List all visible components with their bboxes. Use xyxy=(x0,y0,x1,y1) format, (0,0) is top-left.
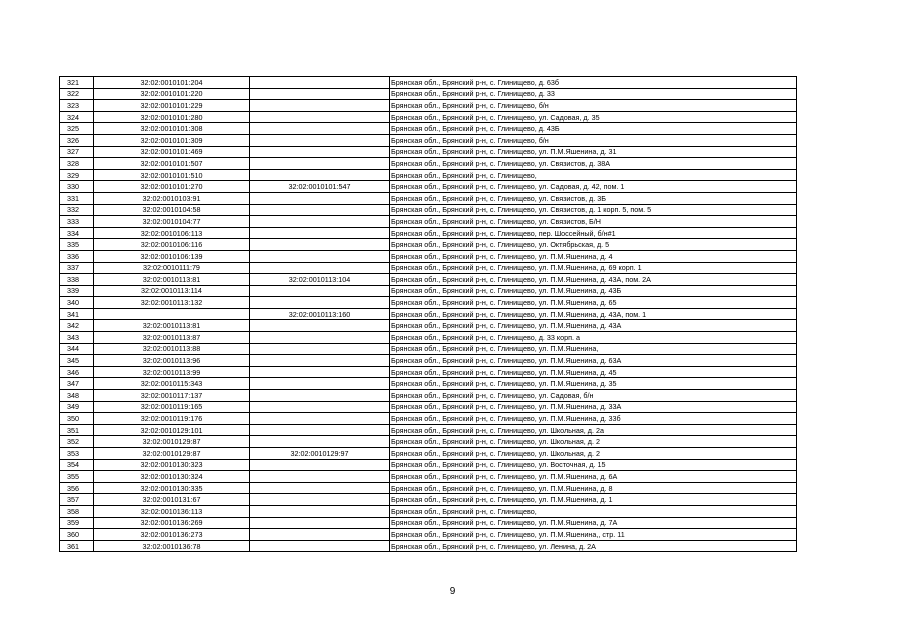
secondary-cadastral-number-cell xyxy=(250,285,390,297)
cadastral-number-cell: 32:02:0010113:114 xyxy=(94,285,250,297)
cadastral-number-cell: 32:02:0010103:91 xyxy=(94,192,250,204)
table-row xyxy=(60,239,797,251)
address-cell: Брянская обл., Брянский р-н, с. Глинищево, д. 43Б xyxy=(390,123,797,135)
row-number-cell: 360 xyxy=(60,529,94,541)
cadastral-number-cell: 32:02:0010101:229 xyxy=(94,100,250,112)
secondary-cadastral-number-cell xyxy=(250,355,390,367)
row-number-cell: 340 xyxy=(60,297,94,309)
address-cell: Брянская обл., Брянский р-н, с. Глинищево, ул. П.М.Яшенина, д. 43Б xyxy=(390,285,797,297)
cadastral-number-cell: 32:02:0010101:510 xyxy=(94,169,250,181)
secondary-cadastral-number-cell xyxy=(250,529,390,541)
row-number-cell: 324 xyxy=(60,111,94,123)
secondary-cadastral-number-cell xyxy=(250,111,390,123)
table-row xyxy=(60,332,797,344)
table-row xyxy=(60,529,797,541)
table-row xyxy=(60,448,797,460)
cadastral-number-cell: 32:02:0010106:116 xyxy=(94,239,250,251)
address-cell: Брянская обл., Брянский р-н, с. Глинищево, ул. Школьная, д. 2 xyxy=(390,436,797,448)
table-row xyxy=(60,77,797,89)
row-number-cell: 358 xyxy=(60,505,94,517)
address-cell: Брянская обл., Брянский р-н, с. Глинищево, xyxy=(390,169,797,181)
table-row xyxy=(60,494,797,506)
table-row xyxy=(60,366,797,378)
cadastral-number-cell: 32:02:0010106:113 xyxy=(94,227,250,239)
table-row xyxy=(60,216,797,228)
row-number-cell: 346 xyxy=(60,366,94,378)
table-row xyxy=(60,540,797,552)
row-number-cell: 349 xyxy=(60,401,94,413)
table-row xyxy=(60,355,797,367)
row-number-cell: 357 xyxy=(60,494,94,506)
address-cell: Брянская обл., Брянский р-н, с. Глинищево, ул. П.М.Яшенина, д. 35 xyxy=(390,378,797,390)
row-number-cell: 334 xyxy=(60,227,94,239)
cadastral-number-cell: 32:02:0010115:343 xyxy=(94,378,250,390)
table-row xyxy=(60,274,797,286)
secondary-cadastral-number-cell xyxy=(250,459,390,471)
address-cell: Брянская обл., Брянский р-н, с. Глинищево, ул. Связистов, Б/Н xyxy=(390,216,797,228)
row-number-cell: 354 xyxy=(60,459,94,471)
secondary-cadastral-number-cell xyxy=(250,390,390,402)
address-cell: Брянская обл., Брянский р-н, с. Глинищево, ул. Школьная, д. 2 xyxy=(390,448,797,460)
row-number-cell: 355 xyxy=(60,471,94,483)
table-row xyxy=(60,297,797,309)
cadastral-number-cell: 32:02:0010119:165 xyxy=(94,401,250,413)
table-row xyxy=(60,459,797,471)
cadastral-number-cell: 32:02:0010113:96 xyxy=(94,355,250,367)
table-row xyxy=(60,123,797,135)
row-number-cell: 350 xyxy=(60,413,94,425)
secondary-cadastral-number-cell xyxy=(250,123,390,135)
address-cell: Брянская обл., Брянский р-н, с. Глинищево, ул. П.М.Яшенина, д. 45 xyxy=(390,366,797,378)
cadastral-number-cell: 32:02:0010130:323 xyxy=(94,459,250,471)
registry-table xyxy=(59,76,797,552)
secondary-cadastral-number-cell xyxy=(250,204,390,216)
cadastral-number-cell: 32:02:0010101:270 xyxy=(94,181,250,193)
row-number-cell: 361 xyxy=(60,540,94,552)
cadastral-number-cell: 32:02:0010129:101 xyxy=(94,424,250,436)
table-row xyxy=(60,308,797,320)
address-cell: Брянская обл., Брянский р-н, с. Глинищево, ул. П.М.Яшенина, д. 43А, пом. 1 xyxy=(390,308,797,320)
address-cell: Брянская обл., Брянский р-н, с. Глинищево, ул. Садовая, д. 35 xyxy=(390,111,797,123)
cadastral-number-cell: 32:02:0010106:139 xyxy=(94,250,250,262)
cadastral-number-cell: 32:02:0010130:324 xyxy=(94,471,250,483)
cadastral-number-cell: 32:02:0010117:137 xyxy=(94,390,250,402)
cadastral-number-cell: 32:02:0010136:269 xyxy=(94,517,250,529)
address-cell: Брянская обл., Брянский р-н, с. Глинищево, xyxy=(390,505,797,517)
cadastral-number-cell: 32:02:0010129:87 xyxy=(94,448,250,460)
address-cell: Брянская обл., Брянский р-н, с. Глинищево, ул. П.М.Яшенина, xyxy=(390,343,797,355)
row-number-cell: 347 xyxy=(60,378,94,390)
row-number-cell: 345 xyxy=(60,355,94,367)
secondary-cadastral-number-cell: 32:02:0010113:160 xyxy=(250,308,390,320)
address-cell: Брянская обл., Брянский р-н, с. Глинищево, ул. Связистов, д. 3Б xyxy=(390,192,797,204)
address-cell: Брянская обл., Брянский р-н, с. Глинищево, ул. Ленина, д. 2А xyxy=(390,540,797,552)
address-cell: Брянская обл., Брянский р-н, с. Глинищево, пер. Шоссейный, б/н#1 xyxy=(390,227,797,239)
secondary-cadastral-number-cell xyxy=(250,424,390,436)
row-number-cell: 323 xyxy=(60,100,94,112)
secondary-cadastral-number-cell xyxy=(250,320,390,332)
address-cell: Брянская обл., Брянский р-н, с. Глинищево, ул. П.М.Яшенина, д. 31 xyxy=(390,146,797,158)
cadastral-number-cell: 32:02:0010136:273 xyxy=(94,529,250,541)
cadastral-number-cell: 32:02:0010104:58 xyxy=(94,204,250,216)
address-cell: Брянская обл., Брянский р-н, с. Глинищево, ул. П.М.Яшенина, д. 8 xyxy=(390,482,797,494)
address-cell: Брянская обл., Брянский р-н, с. Глинищево, ул. П.М.Яшенина, д. 65 xyxy=(390,297,797,309)
secondary-cadastral-number-cell xyxy=(250,262,390,274)
cadastral-number-cell: 32:02:0010104:77 xyxy=(94,216,250,228)
secondary-cadastral-number-cell xyxy=(250,100,390,112)
row-number-cell: 353 xyxy=(60,448,94,460)
table-row xyxy=(60,401,797,413)
table-row xyxy=(60,192,797,204)
address-cell: Брянская обл., Брянский р-н, с. Глинищево, ул. П.М.Яшенина, д. 1 xyxy=(390,494,797,506)
row-number-cell: 338 xyxy=(60,274,94,286)
table-row xyxy=(60,134,797,146)
row-number-cell: 330 xyxy=(60,181,94,193)
secondary-cadastral-number-cell: 32:02:0010113:104 xyxy=(250,274,390,286)
secondary-cadastral-number-cell xyxy=(250,494,390,506)
address-cell: Брянская обл., Брянский р-н, с. Глинищево, ул. Восточная, д. 15 xyxy=(390,459,797,471)
address-cell: Брянская обл., Брянский р-н, с. Глинищево, д. 33 корп. а xyxy=(390,332,797,344)
address-cell: Брянская обл., Брянский р-н, с. Глинищево, ул. П.М.Яшенина, д. 63А xyxy=(390,355,797,367)
address-cell: Брянская обл., Брянский р-н, с. Глинищево, ул. Садовая, д. 42, пом. 1 xyxy=(390,181,797,193)
table-row xyxy=(60,158,797,170)
address-cell: Брянская обл., Брянский р-н, с. Глинищево, ул. П.М.Яшенина, д. 69 корп. 1 xyxy=(390,262,797,274)
secondary-cadastral-number-cell xyxy=(250,413,390,425)
address-cell: Брянская обл., Брянский р-н, с. Глинищево, ул. П.М.Яшенина, д. 6А xyxy=(390,471,797,483)
row-number-cell: 348 xyxy=(60,390,94,402)
row-number-cell: 339 xyxy=(60,285,94,297)
address-cell: Брянская обл., Брянский р-н, с. Глинищево, ул. П.М.Яшенина, д. 43А, пом. 2А xyxy=(390,274,797,286)
row-number-cell: 333 xyxy=(60,216,94,228)
secondary-cadastral-number-cell xyxy=(250,482,390,494)
cadastral-number-cell: 32:02:0010131:67 xyxy=(94,494,250,506)
address-cell: Брянская обл., Брянский р-н, с. Глинищево, ул. П.М.Яшенина,, стр. 11 xyxy=(390,529,797,541)
table-row xyxy=(60,88,797,100)
cadastral-number-cell: 32:02:0010113:81 xyxy=(94,320,250,332)
table-row xyxy=(60,204,797,216)
cadastral-number-cell: 32:02:0010101:308 xyxy=(94,123,250,135)
row-number-cell: 356 xyxy=(60,482,94,494)
cadastral-number-cell xyxy=(94,308,250,320)
secondary-cadastral-number-cell xyxy=(250,505,390,517)
secondary-cadastral-number-cell xyxy=(250,227,390,239)
table-row xyxy=(60,390,797,402)
secondary-cadastral-number-cell xyxy=(250,134,390,146)
table-row xyxy=(60,250,797,262)
secondary-cadastral-number-cell xyxy=(250,517,390,529)
cadastral-number-cell: 32:02:0010113:132 xyxy=(94,297,250,309)
table-row xyxy=(60,111,797,123)
address-cell: Брянская обл., Брянский р-н, с. Глинищево, ул. П.М.Яшенина, д. 7А xyxy=(390,517,797,529)
cadastral-number-cell: 32:02:0010101:204 xyxy=(94,77,250,89)
table-row xyxy=(60,424,797,436)
row-number-cell: 322 xyxy=(60,88,94,100)
row-number-cell: 337 xyxy=(60,262,94,274)
address-cell: Брянская обл., Брянский р-н, с. Глинищево, д. 33 xyxy=(390,88,797,100)
secondary-cadastral-number-cell xyxy=(250,436,390,448)
row-number-cell: 343 xyxy=(60,332,94,344)
secondary-cadastral-number-cell xyxy=(250,146,390,158)
table-row xyxy=(60,181,797,193)
cadastral-number-cell: 32:02:0010130:335 xyxy=(94,482,250,494)
table-row xyxy=(60,262,797,274)
address-cell: Брянская обл., Брянский р-н, с. Глинищево, б/н xyxy=(390,100,797,112)
table-row xyxy=(60,378,797,390)
secondary-cadastral-number-cell xyxy=(250,471,390,483)
secondary-cadastral-number-cell xyxy=(250,250,390,262)
cadastral-number-cell: 32:02:0010113:88 xyxy=(94,343,250,355)
table-row xyxy=(60,146,797,158)
table-row xyxy=(60,227,797,239)
cadastral-number-cell: 32:02:0010113:87 xyxy=(94,332,250,344)
cadastral-number-cell: 32:02:0010113:99 xyxy=(94,366,250,378)
row-number-cell: 342 xyxy=(60,320,94,332)
row-number-cell: 326 xyxy=(60,134,94,146)
address-cell: Брянская обл., Брянский р-н, с. Глинищево, ул. Связистов, д. 38А xyxy=(390,158,797,170)
table-row xyxy=(60,169,797,181)
row-number-cell: 328 xyxy=(60,158,94,170)
cadastral-number-cell: 32:02:0010111:79 xyxy=(94,262,250,274)
secondary-cadastral-number-cell xyxy=(250,158,390,170)
address-cell: Брянская обл., Брянский р-н, с. Глинищево, ул. Садовая, б/н xyxy=(390,390,797,402)
page-number: 9 xyxy=(449,586,456,597)
cadastral-number-cell: 32:02:0010136:78 xyxy=(94,540,250,552)
address-cell: Брянская обл., Брянский р-н, с. Глинищево, ул. П.М.Яшенина, д. 33А xyxy=(390,401,797,413)
cadastral-number-cell: 32:02:0010113:81 xyxy=(94,274,250,286)
cadastral-number-cell: 32:02:0010101:507 xyxy=(94,158,250,170)
secondary-cadastral-number-cell xyxy=(250,540,390,552)
table-row xyxy=(60,100,797,112)
row-number-cell: 325 xyxy=(60,123,94,135)
row-number-cell: 341 xyxy=(60,308,94,320)
row-number-cell: 329 xyxy=(60,169,94,181)
address-cell: Брянская обл., Брянский р-н, с. Глинищево, б/н xyxy=(390,134,797,146)
cadastral-number-cell: 32:02:0010101:309 xyxy=(94,134,250,146)
row-number-cell: 351 xyxy=(60,424,94,436)
secondary-cadastral-number-cell xyxy=(250,366,390,378)
secondary-cadastral-number-cell xyxy=(250,192,390,204)
table-row xyxy=(60,482,797,494)
row-number-cell: 335 xyxy=(60,239,94,251)
row-number-cell: 336 xyxy=(60,250,94,262)
address-cell: Брянская обл., Брянский р-н, с. Глинищево, ул. Октябрьская, д. 5 xyxy=(390,239,797,251)
secondary-cadastral-number-cell xyxy=(250,297,390,309)
secondary-cadastral-number-cell xyxy=(250,332,390,344)
secondary-cadastral-number-cell: 32:02:0010129:97 xyxy=(250,448,390,460)
table-row xyxy=(60,343,797,355)
table-row xyxy=(60,320,797,332)
row-number-cell: 359 xyxy=(60,517,94,529)
row-number-cell: 344 xyxy=(60,343,94,355)
cadastral-number-cell: 32:02:0010136:113 xyxy=(94,505,250,517)
address-cell: Брянская обл., Брянский р-н, с. Глинищево, ул. П.М.Яшенина, д. 43А xyxy=(390,320,797,332)
cadastral-number-cell: 32:02:0010101:280 xyxy=(94,111,250,123)
address-cell: Брянская обл., Брянский р-н, с. Глинищево, д. 63б xyxy=(390,77,797,89)
secondary-cadastral-number-cell xyxy=(250,239,390,251)
registry-table-body xyxy=(60,77,797,552)
cadastral-number-cell: 32:02:0010101:469 xyxy=(94,146,250,158)
table-row xyxy=(60,517,797,529)
table-row xyxy=(60,505,797,517)
table-row xyxy=(60,413,797,425)
row-number-cell: 321 xyxy=(60,77,94,89)
cadastral-number-cell: 32:02:0010129:87 xyxy=(94,436,250,448)
row-number-cell: 352 xyxy=(60,436,94,448)
row-number-cell: 332 xyxy=(60,204,94,216)
table-row xyxy=(60,436,797,448)
row-number-cell: 331 xyxy=(60,192,94,204)
address-cell: Брянская обл., Брянский р-н, с. Глинищево, ул. Связистов, д. 1 корп. 5, пом. 5 xyxy=(390,204,797,216)
cadastral-number-cell: 32:02:0010119:176 xyxy=(94,413,250,425)
cadastral-number-cell: 32:02:0010101:220 xyxy=(94,88,250,100)
address-cell: Брянская обл., Брянский р-н, с. Глинищево, ул. П.М.Яшенина, д. 4 xyxy=(390,250,797,262)
secondary-cadastral-number-cell xyxy=(250,77,390,89)
secondary-cadastral-number-cell xyxy=(250,343,390,355)
table-row xyxy=(60,471,797,483)
address-cell: Брянская обл., Брянский р-н, с. Глинищево, ул. П.М.Яшенина, д. 33б xyxy=(390,413,797,425)
table-row xyxy=(60,285,797,297)
secondary-cadastral-number-cell xyxy=(250,378,390,390)
row-number-cell: 327 xyxy=(60,146,94,158)
secondary-cadastral-number-cell: 32:02:0010101:547 xyxy=(250,181,390,193)
secondary-cadastral-number-cell xyxy=(250,88,390,100)
secondary-cadastral-number-cell xyxy=(250,401,390,413)
address-cell: Брянская обл., Брянский р-н, с. Глинищево, ул. Школьная, д. 2а xyxy=(390,424,797,436)
secondary-cadastral-number-cell xyxy=(250,169,390,181)
secondary-cadastral-number-cell xyxy=(250,216,390,228)
